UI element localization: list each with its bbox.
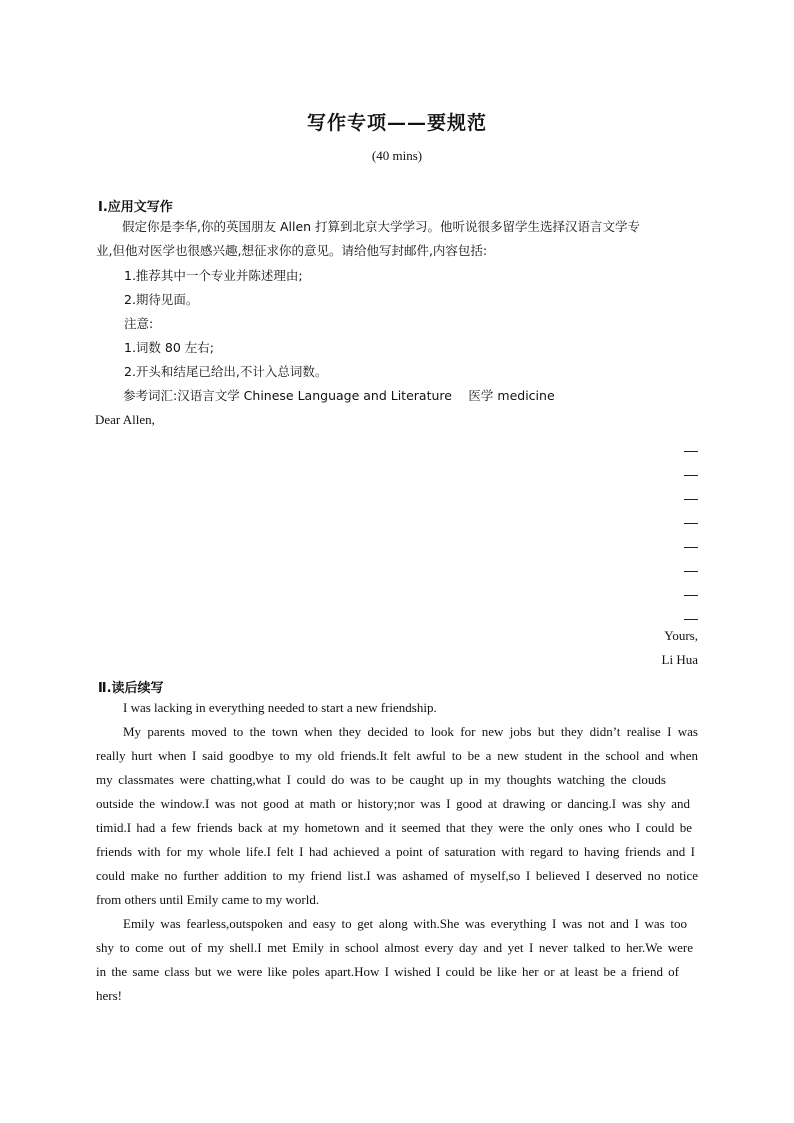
- requirement-item-1: 1.推荐其中一个专业并陈述理由;: [124, 268, 303, 283]
- section-2-heading: Ⅱ.读后续写: [98, 681, 164, 696]
- writing-blank-line: [684, 499, 698, 500]
- story-line: in the same class but we were like poles apart.How I wished I could be like her or at least be a friend of: [96, 964, 679, 979]
- note-item-1: 1.词数 80 左右;: [124, 340, 214, 355]
- section-1-heading: Ⅰ.应用文写作: [98, 200, 173, 215]
- story-line: my classmates were chatting,what I could do was to be caught up in my thoughts watching the clouds: [96, 772, 666, 787]
- letter-salutation: Dear Allen,: [95, 412, 155, 427]
- story-line: friends with for my whole life.I felt I had achieved a point of saturation with regard to having friends and I: [96, 844, 695, 859]
- writing-blank-line: [684, 523, 698, 524]
- story-line: really hurt when I said goodbye to my old friends.It felt awful to be a new student in the school and when: [96, 748, 698, 763]
- writing-blank-line: [684, 619, 698, 620]
- time-limit: (40 mins): [371, 148, 423, 163]
- reference-vocabulary: 参考词汇:汉语言文学 Chinese Language and Literature 医学 medicine: [123, 388, 555, 403]
- writing-blank-line: [684, 571, 698, 572]
- story-line: My parents moved to the town when they decided to look for new jobs but they didn’t realise I was: [123, 724, 698, 739]
- writing-blank-line: [684, 595, 698, 596]
- story-line: timid.I had a few friends back at my hometown and it seemed that they were the only ones who I could be: [96, 820, 692, 835]
- prompt-line-1: 假定你是李华,你的英国朋友 Allen 打算到北京大学学习。他听说很多留学生选择汉语言文学专: [122, 219, 641, 234]
- story-line: outside the window.I was not good at math or history;nor was I good at drawing or dancing.I was shy and: [96, 796, 690, 811]
- story-line: from others until Emily came to my world.: [96, 892, 320, 907]
- document-title: 写作专项——要规范: [306, 112, 487, 134]
- story-line: shy to come out of my shell.I met Emily in school almost every day and yet I never talked to her.We were: [96, 940, 693, 955]
- requirement-item-2: 2.期待见面。: [124, 292, 199, 307]
- note-label: 注意:: [124, 316, 154, 331]
- letter-signature: Li Hua: [661, 652, 698, 667]
- prompt-line-2: 业,但他对医学也很感兴趣,想征求你的意见。请给他写封邮件,内容包括:: [96, 243, 488, 258]
- letter-closing: Yours,: [664, 628, 698, 643]
- writing-blank-line: [684, 547, 698, 548]
- note-item-2: 2.开头和结尾已给出,不计入总词数。: [124, 364, 328, 379]
- story-line: could make no further addition to my friend list.I was ashamed of myself,so I believed I deserved no notice: [96, 868, 698, 883]
- writing-blank-line: [684, 451, 698, 452]
- writing-blank-line: [684, 475, 698, 476]
- story-line: hers!: [96, 988, 122, 1003]
- story-paragraph-1: I was lacking in everything needed to start a new friendship.: [123, 700, 437, 715]
- story-line: Emily was fearless,outspoken and easy to get along with.She was everything I was not and I was too: [123, 916, 687, 931]
